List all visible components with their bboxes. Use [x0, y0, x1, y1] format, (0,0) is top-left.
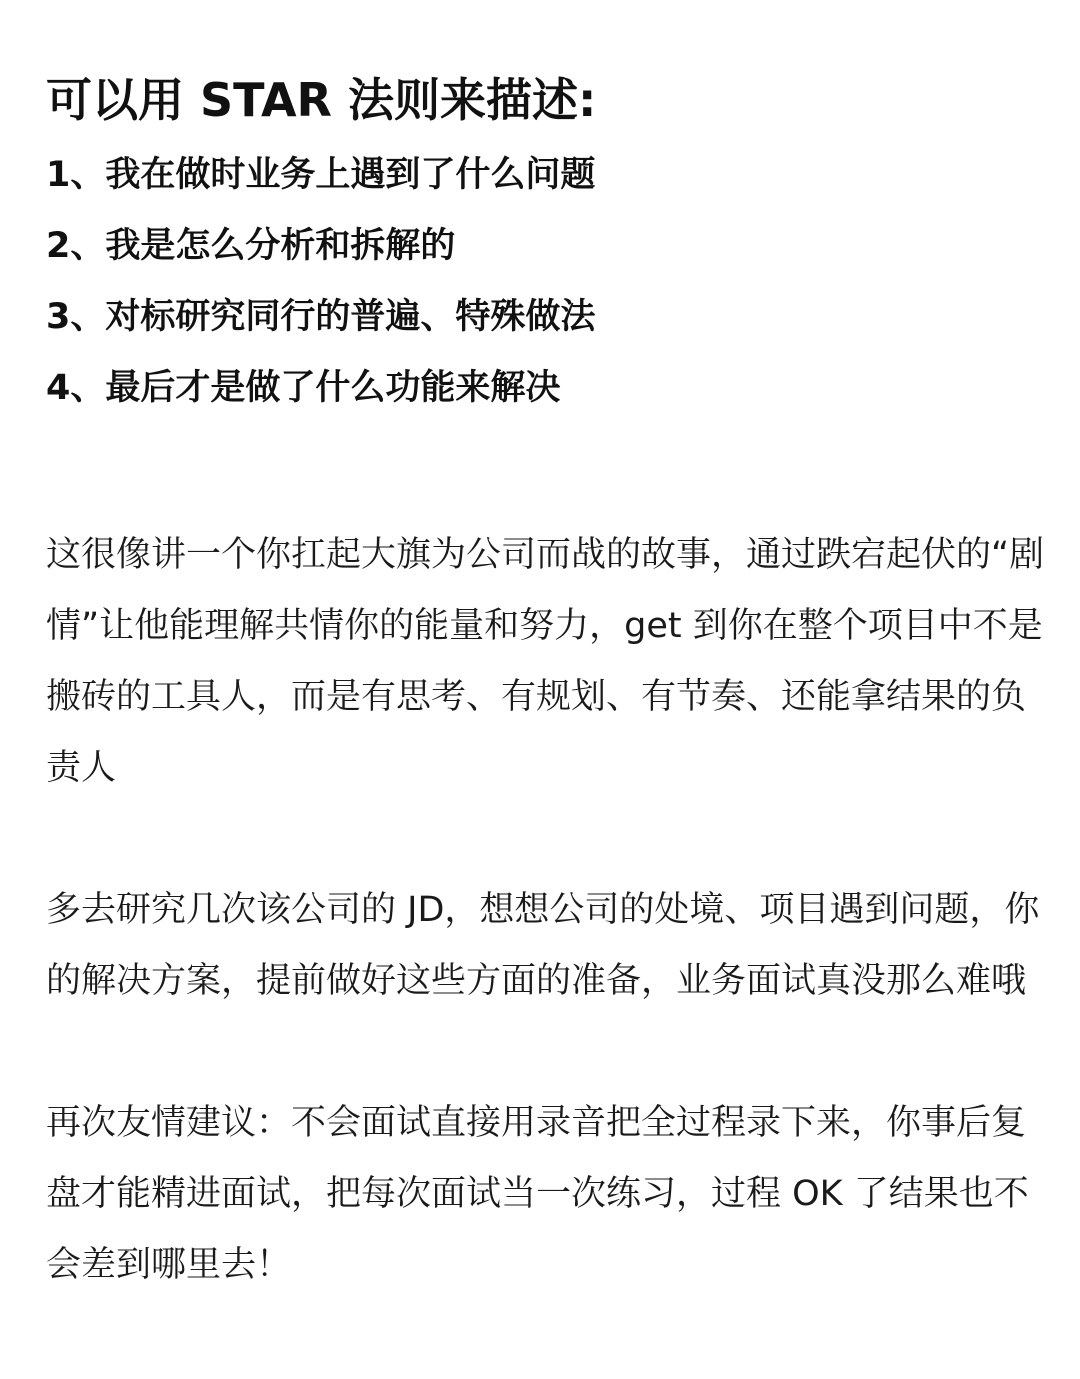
- page-title: 可以用 STAR 法则来描述:: [46, 73, 597, 127]
- star-step-3: 3、对标研究同行的普遍、特殊做法: [46, 297, 596, 337]
- note-page: [46, 68, 1046, 1301]
- recording-advice-paragraph: 再次友情建议：不会面试直接用录音把全过程录下来，你事后复盘才能精进面试，把每次面试当一次练习，过程 OK 了结果也不会差到哪里去！: [46, 1103, 1029, 1285]
- star-step-1: 1、我在做时业务上遇到了什么问题: [46, 155, 596, 195]
- jd-research-paragraph: 多去研究几次该公司的 JD，想想公司的处境、项目遇到问题，你的解决方案，提前做好这些方面的准备，业务面试真没那么难哦: [46, 890, 1040, 1001]
- star-step-4: 4、最后才是做了什么功能来解决: [46, 368, 561, 408]
- story-paragraph: 这很像讲一个你扛起大旗为公司而战的故事，通过跌宕起伏的“剧情”让他能理解共情你的能量和努力，get 到你在整个项目中不是搬砖的工具人，而是有思考、有规划、有节奏、还能拿结果的负责人: [46, 535, 1045, 788]
- star-steps-list: [46, 140, 1046, 424]
- star-step-2: 2、我是怎么分析和拆解的: [46, 226, 456, 266]
